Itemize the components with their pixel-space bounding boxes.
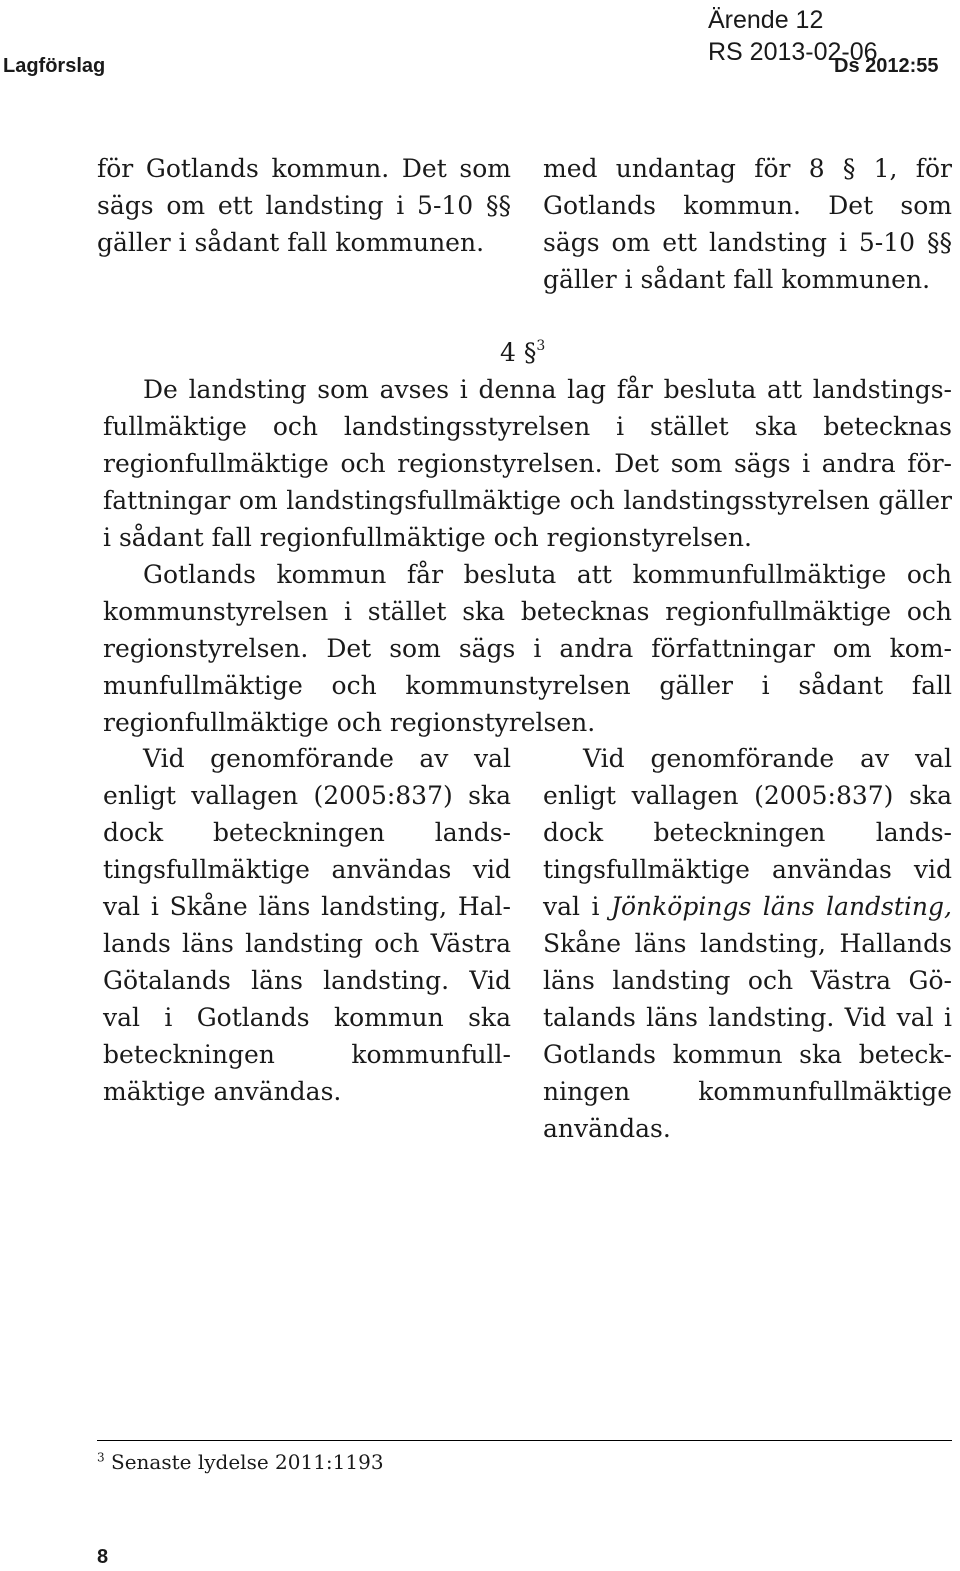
- bottom-right-text-after: Skåne läns landsting, Hallands läns landsting och Västra Götalands läns landsting. Vid val i Gotlands kommun ska beteckningen kommunfullmäktige användas.: [543, 929, 952, 1143]
- bottom-right-italic-text: Jönköpings läns landsting,: [610, 892, 952, 921]
- page-number: 8: [97, 1546, 109, 1568]
- bottom-right-column: [543, 740, 952, 1147]
- section-number: 4 §: [500, 338, 537, 367]
- top-right-text: med undantag för 8 § 1, för Gotlands kommun. Det som sägs om ett landsting i 5-10 §§ gäller i sådant fall kommunen.: [543, 154, 952, 294]
- main-text: [103, 371, 952, 741]
- footnote: [97, 1450, 384, 1474]
- header-reference-date: RS 2013-02-06: [708, 38, 878, 66]
- bottom-right-text: [543, 740, 952, 1147]
- bottom-right-text-before: Vid genomförande av val enligt vallagen (2005:837) ska dock beteckningen landstingsfullmäktige användas vid val i: [543, 744, 952, 921]
- main-paragraph: De landsting som avses i denna lag får besluta att landstingsfullmäktige och landstingsstyrelsen i stället ska betecknas regionfullmäktige och regionstyrelsen. Det som sägs i andra författningar om landstingsfullmäktige och landstingsstyrelsen gäller i sådant fall regionfullmäktige och regionstyrelsen.: [103, 375, 952, 552]
- footnote-number: 3: [97, 1450, 105, 1465]
- header-section-label: Lagförslag: [3, 55, 106, 77]
- bottom-left-text: Vid genomförande av val enligt vallagen (2005:837) ska dock beteckningen landstingsfullmäktige användas vid val i Skåne läns landsting, Hallands läns landsting och Västra Götalands läns landsting. Vid val i Gotlands kommun ska beteckningen kommunfullmäktige användas.: [103, 744, 511, 1106]
- header-doc-ref: Ds 2012:55: [834, 55, 939, 77]
- top-left-text: för Gotlands kommun. Det som sägs om ett landsting i 5-10 §§ gäller i sådant fall kommunen.: [97, 154, 511, 257]
- top-left-column: [97, 150, 511, 261]
- footnote-divider: [97, 1440, 952, 1441]
- header-agenda-item: Ärende 12: [708, 6, 824, 34]
- footnote-reference: 3: [536, 337, 546, 354]
- top-right-column: [543, 150, 952, 298]
- section-heading: [500, 338, 545, 367]
- footnote-text: Senaste lydelse 2011:1193: [111, 1450, 384, 1474]
- main-paragraph: Gotlands kommun får besluta att kommunfullmäktige och kommunstyrelsen i stället ska betecknas regionfullmäktige och regionstyrelsen. Det som sägs i andra författningar om kommunfullmäktige och kommunstyrelsen gäller i sådant fall regionfullmäktige och regionstyrelsen.: [103, 560, 952, 737]
- bottom-left-column: [103, 740, 511, 1110]
